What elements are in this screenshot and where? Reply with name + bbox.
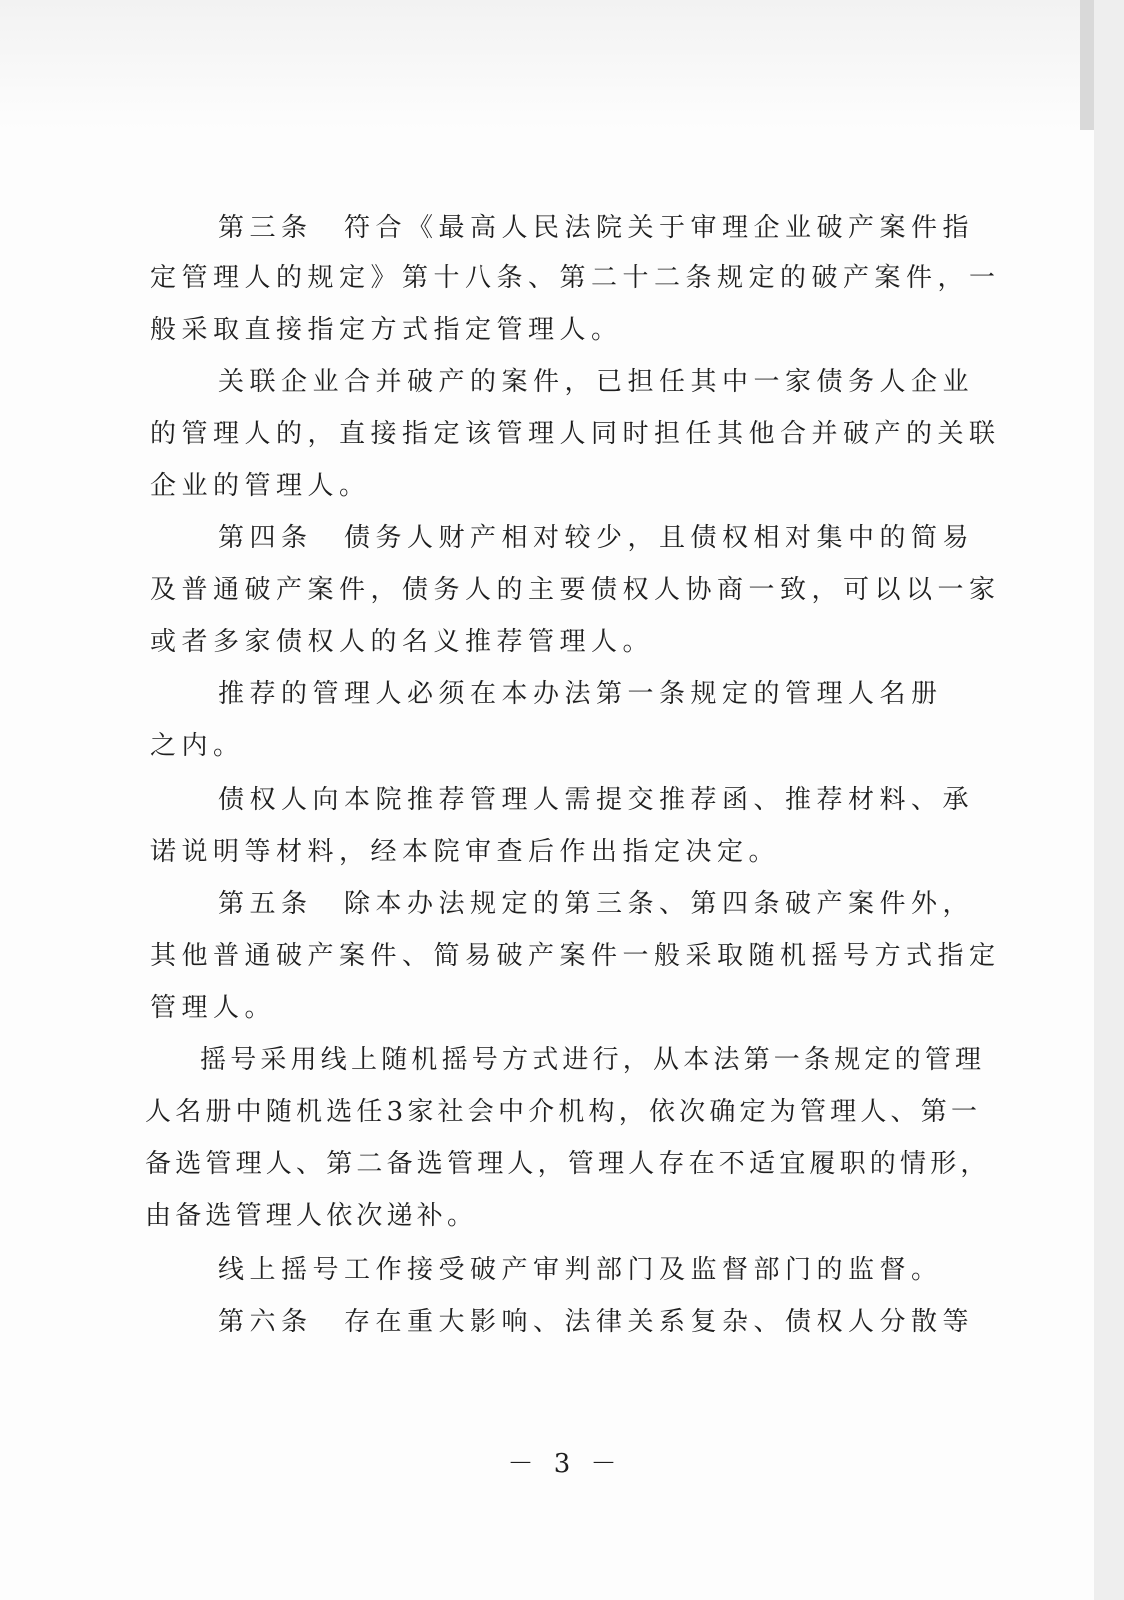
page-number: － 3 － bbox=[507, 1449, 623, 1479]
text-line: 的管理人的，直接指定该管理人同时担任其他合并破产的关联 bbox=[150, 419, 1001, 449]
text-line: 第六条 存在重大影响、法律关系复杂、债权人分散等 bbox=[218, 1307, 975, 1337]
text-line: 推荐的管理人必须在本办法第一条规定的管理人名册 bbox=[218, 679, 943, 709]
text-line: 人名册中随机选任3家社会中介机构，依次确定为管理人、第一 bbox=[145, 1097, 982, 1127]
text-line: 定管理人的规定》第十八条、第二十二条规定的破产案件，一 bbox=[150, 263, 1001, 293]
text-line: 由备选管理人依次递补。 bbox=[145, 1201, 478, 1231]
text-line: 及普通破产案件，债务人的主要债权人协商一致，可以以一家 bbox=[150, 575, 1001, 605]
text-line: 之内。 bbox=[150, 731, 245, 761]
scan-edge-mark bbox=[1080, 0, 1094, 130]
scan-shadow-top bbox=[0, 0, 1124, 130]
text-line: 或者多家债权人的名义推荐管理人。 bbox=[150, 627, 655, 657]
text-line: 摇号采用线上随机摇号方式进行，从本法第一条规定的管理 bbox=[200, 1045, 986, 1075]
text-line: 第三条 符合《最高人民法院关于审理企业破产案件指 bbox=[218, 213, 975, 243]
text-line: 诺说明等材料，经本院审查后作出指定决定。 bbox=[150, 837, 781, 867]
text-line: 第四条 债务人财产相对较少，且债权相对集中的简易 bbox=[218, 523, 975, 553]
text-line: 管理人。 bbox=[150, 993, 277, 1023]
text-line: 备选管理人、第二备选管理人，管理人存在不适宜履职的情形， bbox=[145, 1149, 991, 1179]
text-line: 般采取直接指定方式指定管理人。 bbox=[150, 315, 623, 345]
text-line: 企业的管理人。 bbox=[150, 471, 371, 501]
text-line: 债权人向本院推荐管理人需提交推荐函、推荐材料、承 bbox=[218, 785, 975, 815]
text-line: 其他普通破产案件、简易破产案件一般采取随机摇号方式指定 bbox=[150, 941, 1001, 971]
scan-shadow-right bbox=[1094, 0, 1124, 1600]
text-line: 关联企业合并破产的案件，已担任其中一家债务人企业 bbox=[218, 367, 975, 397]
text-line: 第五条 除本办法规定的第三条、第四条破产案件外， bbox=[218, 889, 975, 919]
text-line: 线上摇号工作接受破产审判部门及监督部门的监督。 bbox=[218, 1255, 943, 1285]
